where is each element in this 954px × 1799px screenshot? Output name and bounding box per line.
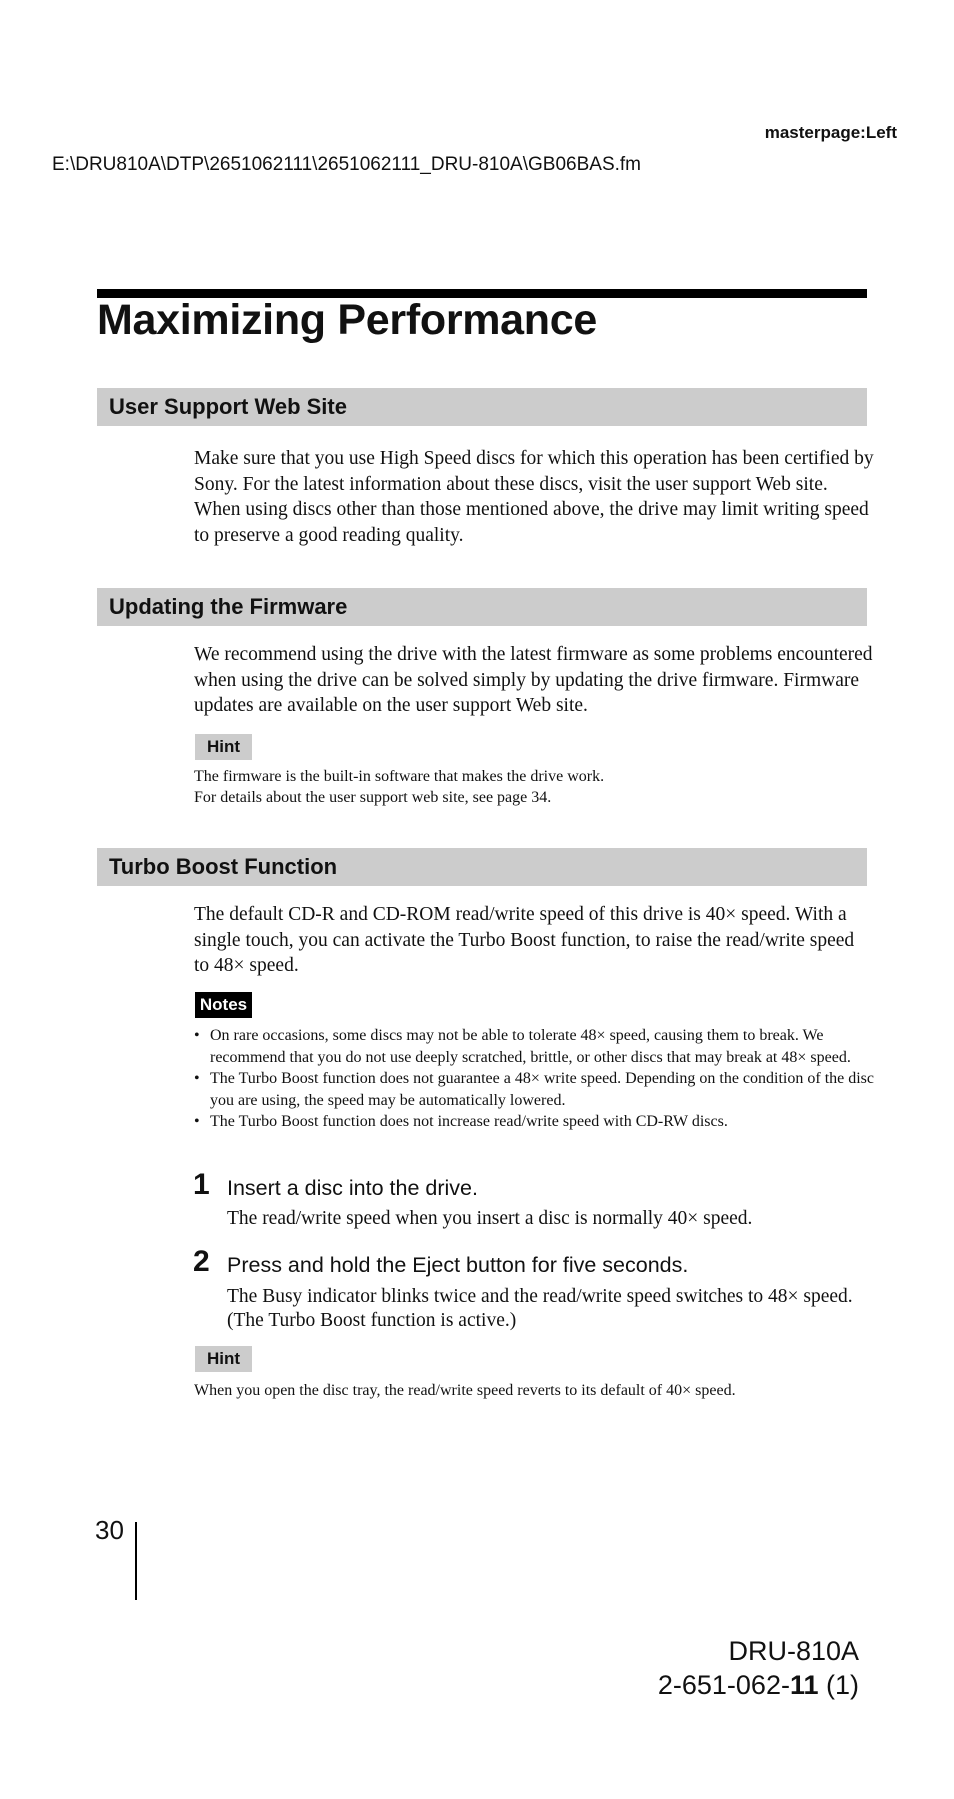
user-support-paragraph: Make sure that you use High Speed discs for which this operation has been certified by Sony. For the latest information about these discs, visit the user support Web site. When using discs other than those mentioned above, the drive may limit writing speed to preserve a good reading quality. bbox=[194, 448, 874, 546]
turbo-boost-paragraph: The default CD-R and CD-ROM read/write speed of this drive is 40× speed. With a single touch, you can activate the Turbo Boost function, to raise the read/write speed to 48× speed. bbox=[194, 904, 855, 976]
firmware-hint-line-1: The firmware is the built-in software that makes the drive work. bbox=[194, 768, 605, 785]
turbo-hint-text: When you open the disc tray, the read/write speed reverts to its default of 40× speed. bbox=[194, 1382, 736, 1399]
note-item: • On rare occasions, some discs may not be able to tolerate 48× speed, causing them to break. We recommend that you do not use deeply scratched, brittle, or other discs that may break at 48× speed. bbox=[194, 1025, 884, 1068]
firmware-paragraph: We recommend using the drive with the latest firmware as some problems encountered when using the drive can be solved simply by updating the drive firmware. Firmware updates are available on the user support Web site. bbox=[194, 644, 873, 716]
file-path: E:\DRU810A\DTP\2651062111\2651062111_DRU-810A\GB06BAS.fm bbox=[52, 154, 641, 175]
hint-badge: Hint bbox=[195, 1346, 252, 1372]
section-header-turbo-boost bbox=[97, 848, 867, 886]
step-description: The Busy indicator blinks twice and the read/write speed switches to 48× speed. (The Turbo Boost function is active.) bbox=[227, 1286, 853, 1331]
firmware-hint-line-2: For details about the user support web site, see page 34. bbox=[194, 789, 552, 806]
section-heading: Updating the Firmware bbox=[109, 594, 348, 619]
step-title: Press and hold the Eject button for five seconds. bbox=[227, 1253, 689, 1277]
note-item: • The Turbo Boost function does not guarantee a 48× write speed. Depending on the condition of the disc you are using, the speed may be automatically lowered. bbox=[194, 1068, 884, 1111]
masterpage-label: masterpage:Left bbox=[764, 123, 897, 142]
step-number: 2 bbox=[193, 1245, 210, 1278]
part-number-prefix: 2-651-062- bbox=[657, 1670, 790, 1700]
section-heading: User Support Web Site bbox=[109, 394, 347, 419]
part-number bbox=[658, 1670, 859, 1701]
section-header-firmware bbox=[97, 588, 867, 626]
step-number: 1 bbox=[193, 1168, 210, 1201]
page-number-rule bbox=[135, 1522, 137, 1600]
step-title: Insert a disc into the drive. bbox=[227, 1176, 478, 1200]
step-description: The read/write speed when you insert a disc is normally 40× speed. bbox=[227, 1208, 753, 1229]
part-number-bold: 11 bbox=[789, 1670, 819, 1700]
model-number: DRU-810A bbox=[728, 1636, 859, 1666]
hint-badge: Hint bbox=[195, 734, 252, 760]
page-title: Maximizing Performance bbox=[97, 296, 597, 344]
section-header-user-support bbox=[97, 388, 867, 426]
page-number: 30 bbox=[95, 1515, 124, 1545]
notes-badge: Notes bbox=[195, 992, 252, 1018]
part-number-suffix: (1) bbox=[818, 1670, 859, 1700]
notes-list bbox=[194, 1025, 884, 1133]
section-heading: Turbo Boost Function bbox=[109, 854, 338, 879]
note-item: • The Turbo Boost function does not increase read/write speed with CD-RW discs. bbox=[194, 1111, 884, 1133]
